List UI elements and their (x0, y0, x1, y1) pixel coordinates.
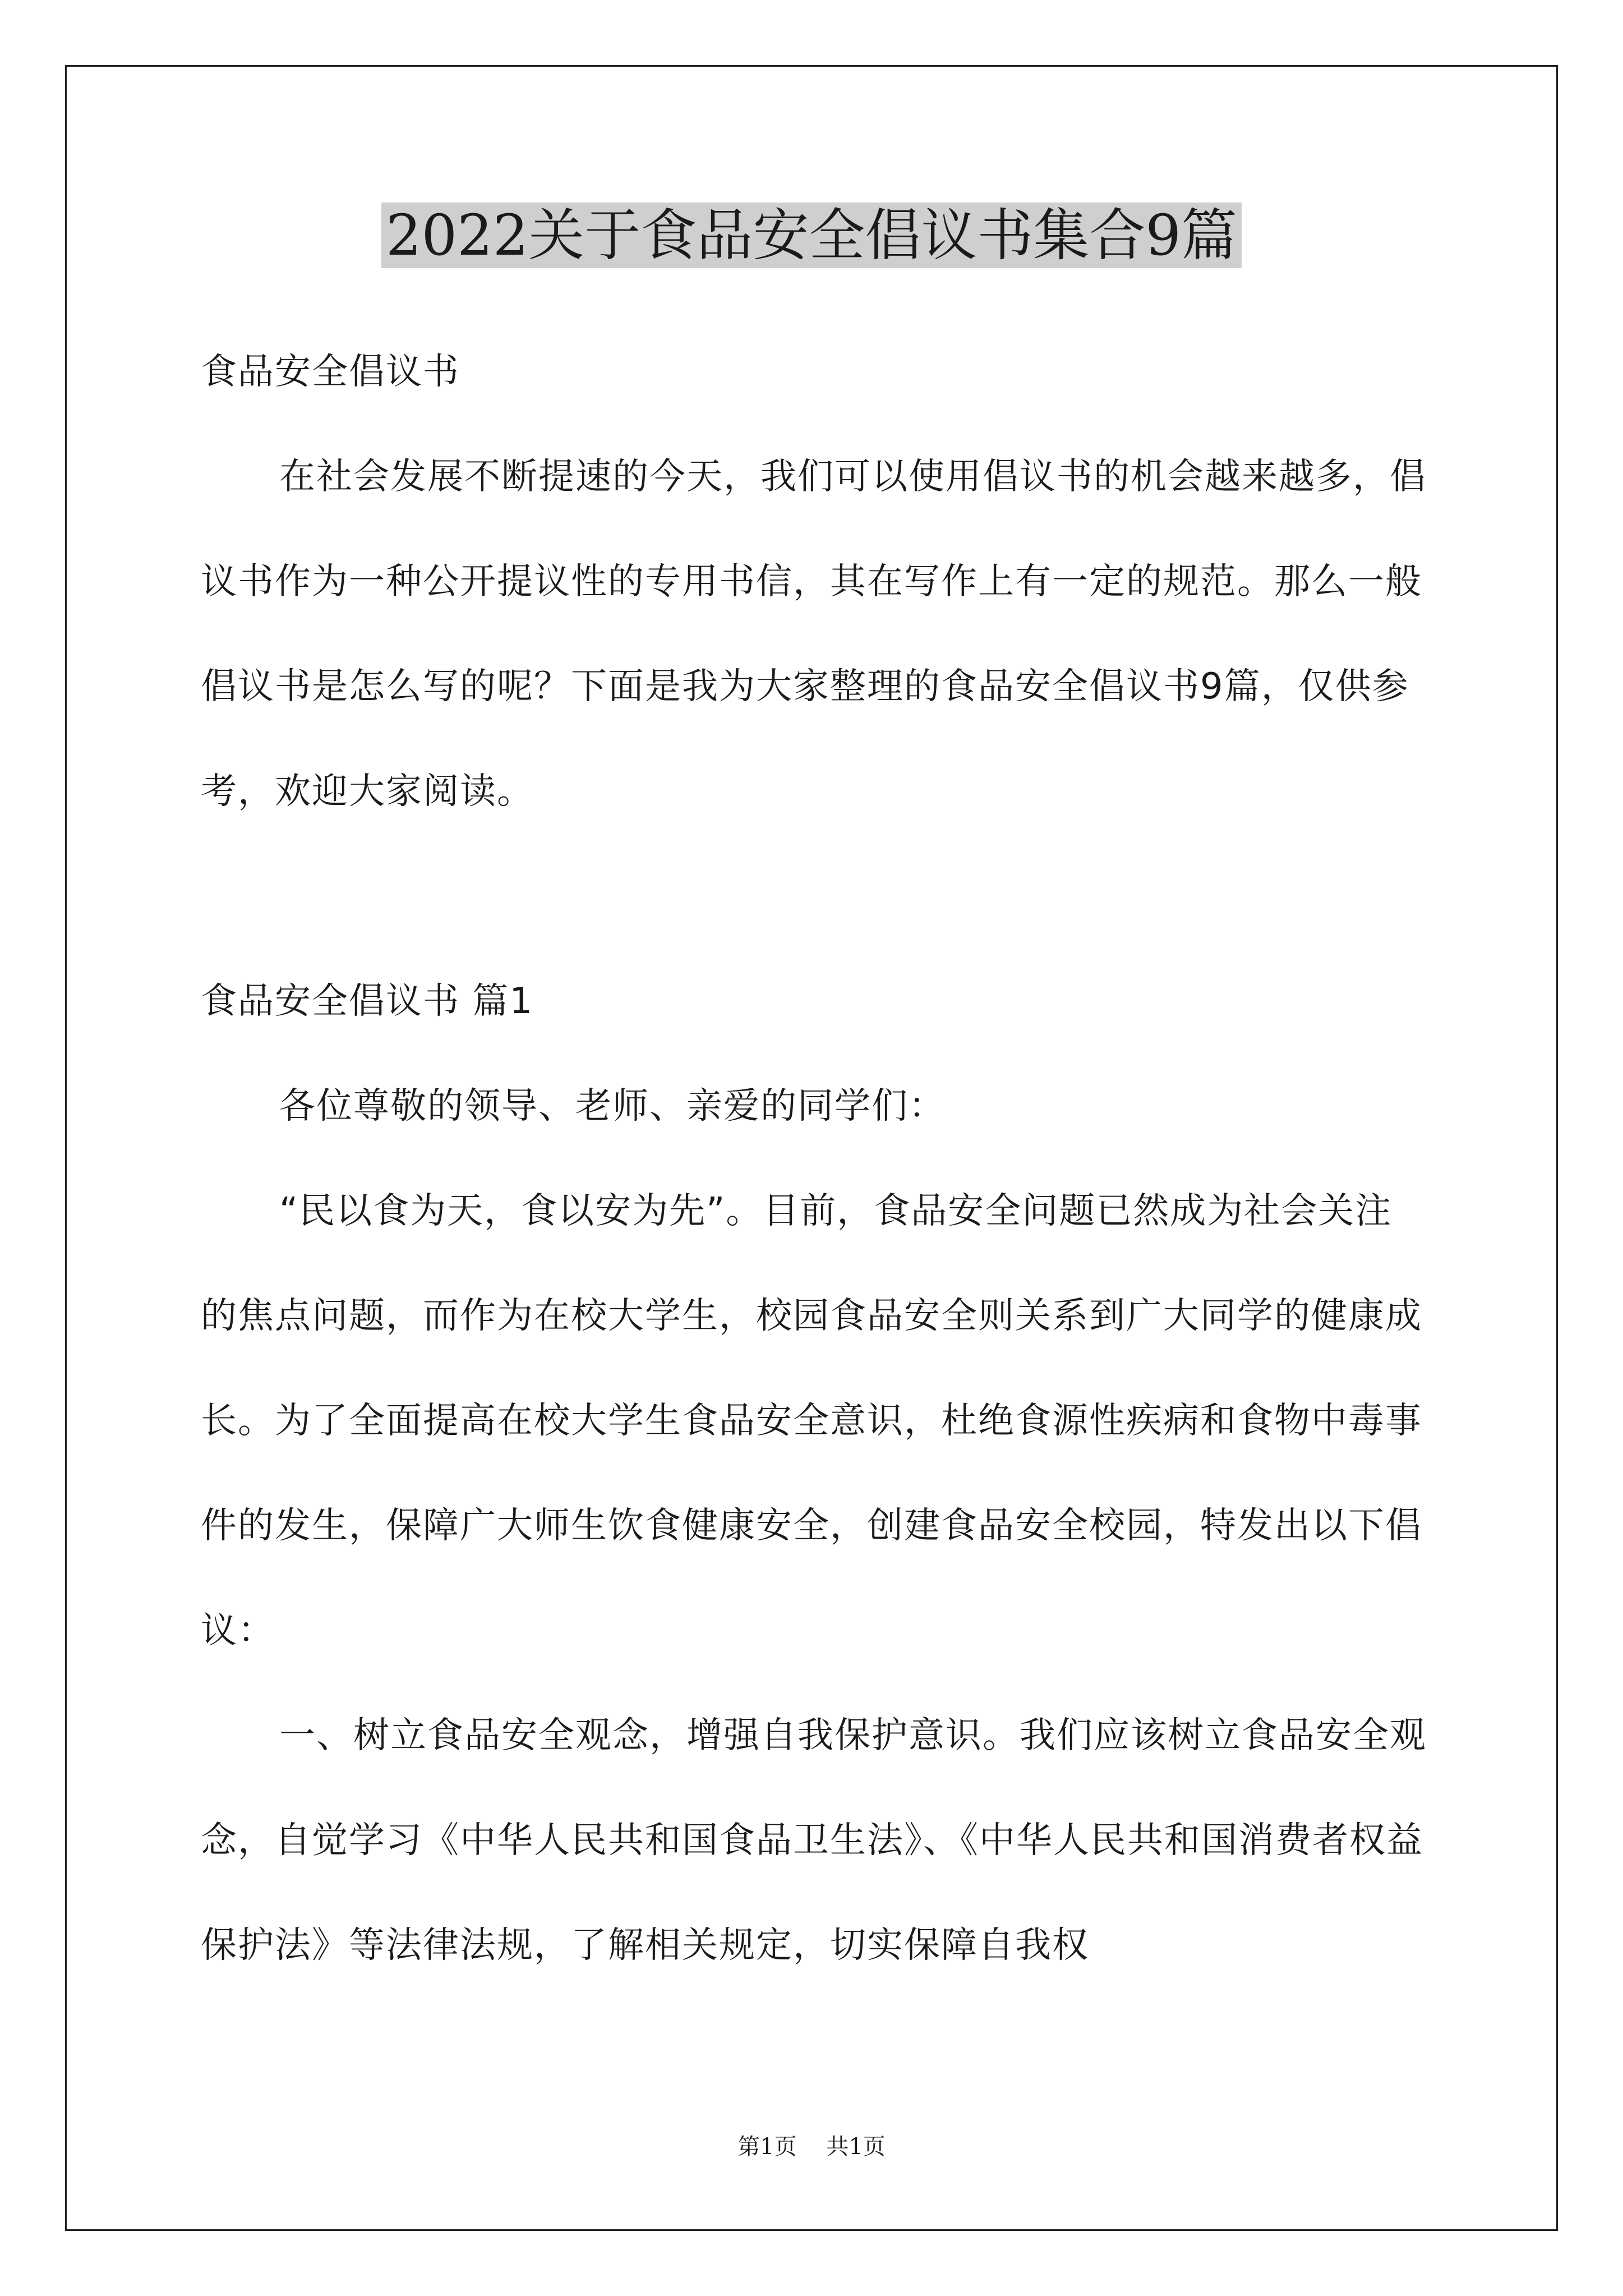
body-paragraph-1: “民以食为天，食以安为先”。目前，食品安全问题已然成为社会关注的焦点问题，而作为在校大学生，校园食品安全则关系到广大同学的健康成长。为了全面提高在校大学生食品安全意识，杜绝食源性疾病和食物中毒事件的发生，保障广大师生饮食健康安全，创建食品安全校园，特发出以下倡议： (201, 1190, 1422, 1651)
section-heading: 食品安全倡议书 篇1 (201, 981, 534, 1022)
document-body (201, 320, 1429, 1998)
page-number-total: 共1页 (826, 2134, 886, 2160)
page-number-current: 第1页 (737, 2134, 797, 2160)
page-footer (0, 2130, 1623, 2164)
intro-paragraph: 在社会发展不断提速的今天，我们可以使用倡议书的机会越来越多，倡议书作为一种公开提议性的专用书信，其在写作上有一定的规范。那么一般倡议书是怎么写的呢？下面是我为大家整理的食品安全倡议书9篇，仅供参考，欢迎大家阅读。 (201, 456, 1427, 812)
intro-heading: 食品安全倡议书 (201, 351, 460, 393)
salutation: 各位尊敬的领导、老师、亲爱的同学们： (279, 1085, 946, 1127)
document-title-text: 2022关于食品安全倡议书集合9篇 (381, 203, 1242, 268)
spacer-line (201, 844, 1429, 949)
body-paragraph-2: 一、树立食品安全观念，增强自我保护意识。我们应该树立食品安全观念，自觉学习《中华人民共和国食品卫生法》、《中华人民共和国消费者权益保护法》等法律法规，了解相关规定，切实保障自我权 (201, 1715, 1427, 1966)
document-title (0, 196, 1623, 275)
